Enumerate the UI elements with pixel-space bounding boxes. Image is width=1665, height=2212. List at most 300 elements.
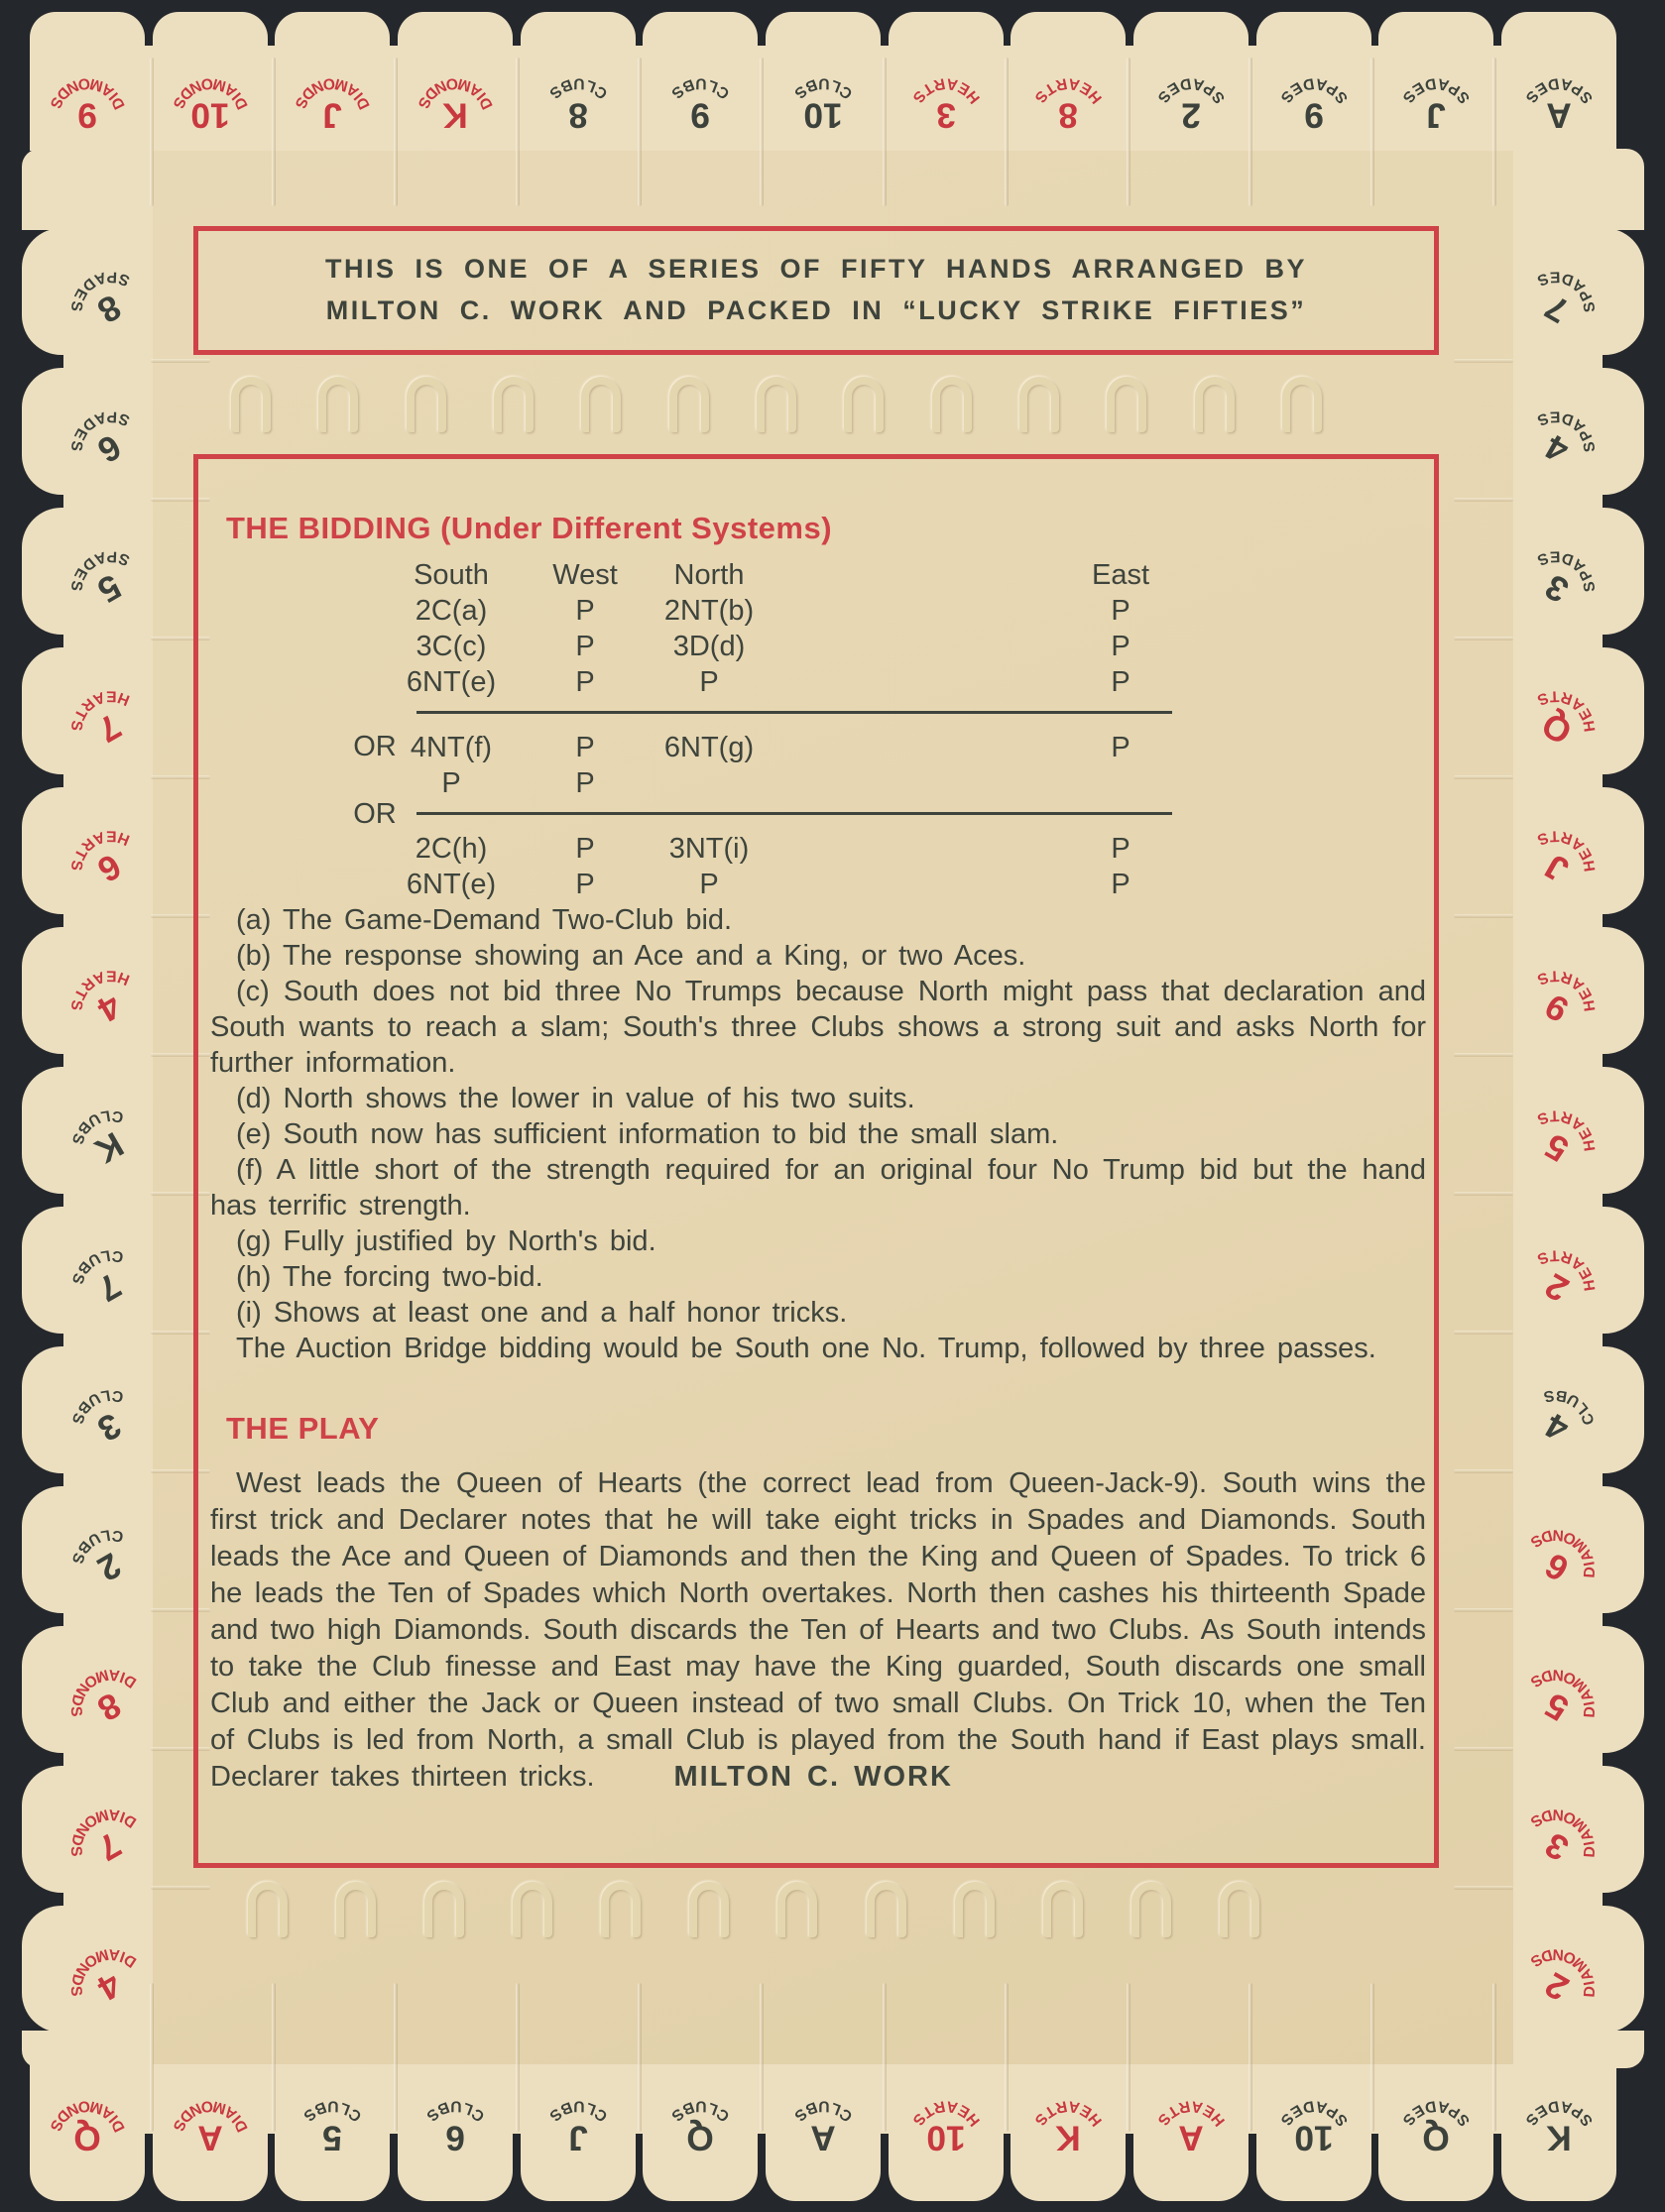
bidding-note: (b) The response showing an Ace and a King, or two Aces. (236, 940, 1026, 972)
bidding-divider-rule (416, 812, 1172, 815)
svg-text:7: 7 (90, 706, 128, 750)
svg-text:Q: Q (1422, 2118, 1450, 2157)
emboss-slit (272, 1983, 276, 2132)
svg-text:4: 4 (90, 1964, 128, 2008)
svg-text:5: 5 (1538, 1125, 1576, 1169)
emboss-slit (151, 1886, 210, 1890)
tab-label (29, 640, 170, 781)
emboss-horseshoe (1019, 377, 1059, 432)
bidding-call: 4NT(f) (410, 732, 493, 763)
tab-label (1496, 1759, 1637, 1900)
series-header-line2: MILTON C. WORK AND PACKED IN “LUCKY STRIKE FIFTIES” (325, 295, 1307, 325)
svg-text:3: 3 (1538, 566, 1576, 610)
tab-label (1496, 780, 1637, 921)
svg-text:CLUBS: CLUBS (67, 1246, 125, 1288)
bidding-note: (g) Fully justified by North's bid. (236, 1225, 656, 1257)
play-text: West leads the Queen of Hearts (the correct lead from Queen-Jack-9). South wins the first trick and Declarer notes that he will take eight tricks in Spades and Diamonds. South leads the Ace and Queen of Diamonds and then the King and Queen of Spades. To trick 6 he leads the Ten of Spades which North overtakes. North then cashes his thirteenth Spade and two high Diamonds. South discards the Ten of Hearts and two Clubs. As South intends to take the Club finesse and East may have the King guarded, South discards one small Club and either the Jack or Queen instead of two small Clubs. On Trick 10, when the Ten of Clubs is led from North, a small Club is played from the South hand if East plays small. Declarer takes thirteen tricks. (210, 1467, 1426, 1793)
svg-text:5: 5 (1538, 1685, 1576, 1728)
bidding-call: P (575, 666, 595, 698)
bidding-note: (d) North shows the lower in value of his two suits. (236, 1083, 915, 1114)
emboss-slit (1454, 637, 1513, 640)
svg-text:2: 2 (90, 1545, 128, 1588)
card-tab-5-spades (22, 508, 151, 635)
svg-text:10: 10 (189, 95, 230, 135)
bidding-note: (a) The Game-Demand Two-Club bid. (236, 904, 733, 936)
tab-label (772, 44, 875, 147)
emboss-horseshoe (1282, 377, 1322, 432)
card-tabs-bottom (30, 2064, 1616, 2201)
svg-text:SPADES: SPADES (1520, 2097, 1597, 2130)
play-body (210, 1465, 1426, 1796)
tab-label (29, 920, 170, 1061)
emboss-slit (151, 359, 210, 363)
card-tab-a-diamonds (153, 2064, 268, 2201)
svg-text:3: 3 (1538, 1824, 1576, 1868)
emboss-slit (1492, 58, 1496, 206)
svg-text:SPADES: SPADES (66, 268, 133, 314)
svg-text:K: K (1055, 2118, 1082, 2157)
svg-text:SPADES: SPADES (66, 547, 133, 594)
card-tab-a-hearts (1133, 2064, 1249, 2201)
emboss-row-top (231, 377, 1322, 432)
emboss-slit (272, 58, 276, 206)
tab-label (527, 2066, 630, 2169)
svg-text:CLUBS: CLUBS (1541, 1386, 1599, 1428)
bidding-call: 2C(h) (415, 833, 488, 865)
svg-text:9: 9 (77, 95, 97, 135)
emboss-slit (1454, 1747, 1513, 1751)
svg-text:SPADES: SPADES (1533, 547, 1600, 594)
bidding-call: 2C(a) (415, 595, 488, 627)
svg-text:9: 9 (1303, 95, 1324, 135)
bidding-column-header: West (552, 559, 618, 591)
svg-text:A: A (810, 2118, 836, 2157)
card-tab-4-clubs (1515, 1346, 1644, 1473)
bidding-call: P (1111, 631, 1130, 662)
svg-text:CLUBS: CLUBS (67, 1386, 125, 1428)
tab-label (29, 1759, 170, 1900)
emboss-slit (394, 58, 398, 206)
bidding-call: P (699, 666, 719, 698)
svg-text:10: 10 (925, 2118, 966, 2157)
emboss-slit (1454, 1331, 1513, 1335)
card-tabs-left (22, 228, 151, 2033)
card-tab-k-spades (1501, 2064, 1616, 2201)
svg-text:HEARTS: HEARTS (1030, 74, 1107, 107)
tab-label (404, 2066, 507, 2169)
svg-text:J: J (567, 2118, 588, 2157)
emboss-horseshoe (867, 1882, 906, 1937)
bidding-table (198, 558, 1433, 907)
bidding-call: P (1111, 869, 1130, 900)
bidding-call: P (441, 767, 461, 799)
tab-label (29, 1899, 170, 2039)
svg-text:J: J (322, 95, 343, 135)
emboss-horseshoe (669, 377, 709, 432)
emboss-slit (1370, 1983, 1374, 2132)
card-tab-j-diamonds (275, 12, 390, 149)
card-tab-6-diamonds (1515, 1486, 1644, 1613)
svg-text:Q: Q (686, 2118, 715, 2157)
emboss-horseshoe (844, 377, 884, 432)
svg-text:5: 5 (90, 566, 128, 610)
svg-text:CLUBS: CLUBS (667, 2097, 734, 2126)
svg-text:2: 2 (1181, 95, 1201, 135)
svg-text:DIAMONDS: DIAMONDS (414, 74, 497, 112)
svg-text:HEARTS: HEARTS (1030, 2097, 1107, 2130)
tab-label (894, 2066, 998, 2169)
tab-label (1496, 221, 1637, 362)
card-tab-k-hearts (1011, 2064, 1126, 2201)
card-tab-a-spades (1501, 12, 1616, 149)
tab-label (1384, 44, 1487, 147)
emboss-horseshoe (1107, 377, 1146, 432)
card-tab-10-clubs (766, 12, 881, 149)
bidding-note: (c) South does not bid three No Trumps because North might pass that declaration and South wants to reach a slam; South's three Clubs shows a strong suit and asks North for further information. (210, 976, 1426, 1079)
emboss-slit (1492, 1983, 1496, 2132)
tab-label (1016, 44, 1120, 147)
svg-text:6: 6 (1538, 1545, 1576, 1588)
tab-label (29, 1479, 170, 1620)
emboss-horseshoe (777, 1882, 817, 1937)
card-tab-10-diamonds (153, 12, 268, 149)
card-tab-9-hearts (1515, 927, 1644, 1054)
svg-text:Q: Q (1535, 704, 1579, 752)
svg-text:A: A (196, 2118, 223, 2157)
corner-filler-bottom-left (22, 2031, 151, 2068)
svg-text:K: K (442, 95, 468, 135)
card-tab-3-diamonds (1515, 1766, 1644, 1893)
tab-label (1496, 361, 1637, 502)
tab-label (772, 2066, 875, 2169)
emboss-horseshoe (757, 377, 796, 432)
card-tabs-right (1515, 228, 1644, 2033)
card-tab-a-clubs (766, 2064, 881, 2201)
svg-text:A: A (1178, 2118, 1204, 2157)
emboss-slit (1454, 498, 1513, 502)
svg-text:4: 4 (1538, 1405, 1576, 1449)
svg-text:SPADES: SPADES (1152, 74, 1229, 107)
card-tab-9-diamonds (30, 12, 145, 149)
tab-label (36, 44, 139, 147)
svg-text:8: 8 (1058, 95, 1079, 135)
emboss-slit (1454, 1192, 1513, 1196)
bidding-call: P (575, 767, 595, 799)
svg-text:DIAMONDS: DIAMONDS (1526, 1805, 1600, 1859)
card-tab-10-hearts (889, 2064, 1004, 2201)
emboss-horseshoe (689, 1882, 729, 1937)
emboss-horseshoe (581, 377, 621, 432)
bidding-call: P (1111, 732, 1130, 763)
svg-text:CLUBS: CLUBS (421, 2097, 489, 2126)
tab-label (1507, 44, 1610, 147)
series-header-box (193, 226, 1439, 355)
svg-text:5: 5 (322, 2118, 343, 2157)
svg-text:10: 10 (1293, 2118, 1334, 2157)
svg-text:DIAMONDS: DIAMONDS (1526, 1945, 1600, 1999)
tab-label (1496, 1200, 1637, 1340)
bidding-call: P (575, 595, 595, 627)
card-tab-q-spades (1378, 2064, 1493, 2201)
tab-label (29, 361, 170, 502)
emboss-horseshoe (1131, 1882, 1171, 1937)
bidding-call: P (575, 833, 595, 865)
svg-text:K: K (1546, 2118, 1572, 2157)
svg-text:2: 2 (1538, 1265, 1576, 1309)
emboss-horseshoe (1195, 377, 1235, 432)
svg-text:3: 3 (935, 95, 956, 135)
card-tab-j-clubs (521, 2064, 636, 2201)
svg-text:CLUBS: CLUBS (789, 2097, 857, 2126)
tab-label (1496, 920, 1637, 1061)
emboss-horseshoe (513, 1882, 552, 1937)
card-tab-6-hearts (22, 787, 151, 914)
card-tab-2-hearts (1515, 1207, 1644, 1334)
tab-label (894, 44, 998, 147)
tab-label (29, 780, 170, 921)
emboss-slit (394, 1983, 398, 2132)
svg-text:DIAMONDS: DIAMONDS (46, 2097, 129, 2135)
svg-text:HEARTS: HEARTS (66, 967, 133, 1013)
card-tab-7-clubs (22, 1207, 151, 1334)
tab-label (649, 44, 752, 147)
tab-label (159, 44, 262, 147)
svg-text:HEARTS: HEARTS (1533, 967, 1600, 1013)
emboss-slit (1127, 58, 1130, 206)
card-tab-3-hearts (889, 12, 1004, 149)
tab-label (1139, 44, 1243, 147)
tab-label (1496, 1060, 1637, 1201)
svg-text:SPADES: SPADES (66, 407, 133, 454)
svg-text:3: 3 (90, 1405, 128, 1449)
main-content-box (193, 454, 1439, 1868)
tab-label (1139, 2066, 1243, 2169)
svg-text:2: 2 (1538, 1964, 1576, 2008)
svg-text:CLUBS: CLUBS (544, 74, 611, 103)
emboss-slit (1454, 914, 1513, 918)
bidding-call: 3D(d) (672, 631, 746, 662)
svg-text:9: 9 (690, 95, 711, 135)
bidding-call: P (575, 732, 595, 763)
tab-label (1507, 2066, 1610, 2169)
bidding-call: 6NT(g) (663, 732, 755, 763)
svg-text:CLUBS: CLUBS (67, 1106, 125, 1148)
card-tab-10-spades (1256, 2064, 1371, 2201)
card-tab-5-diamonds (1515, 1626, 1644, 1753)
card-tab-7-spades (1515, 228, 1644, 355)
emboss-horseshoe (336, 1882, 376, 1937)
emboss-slit (1370, 58, 1374, 206)
card-tab-7-hearts (22, 647, 151, 774)
corner-filler-top-left (22, 149, 151, 230)
svg-text:CLUBS: CLUBS (789, 74, 857, 103)
svg-text:7: 7 (90, 1824, 128, 1868)
svg-text:SPADES: SPADES (1398, 74, 1475, 107)
svg-text:4: 4 (1538, 426, 1576, 470)
emboss-horseshoe (318, 377, 358, 432)
bidding-note: (i) Shows at least one and a half honor tricks. (236, 1297, 848, 1329)
emboss-horseshoe (494, 377, 534, 432)
svg-text:CLUBS: CLUBS (299, 2097, 366, 2126)
svg-text:4: 4 (90, 986, 128, 1029)
card-tab-3-spades (1515, 508, 1644, 635)
emboss-slit (1454, 775, 1513, 779)
tab-label (1496, 640, 1637, 781)
svg-text:HEARTS: HEARTS (1152, 2097, 1229, 2130)
emboss-slit (883, 1983, 887, 2132)
emboss-slit (760, 1983, 764, 2132)
svg-text:CLUBS: CLUBS (67, 1526, 125, 1568)
emboss-horseshoe (248, 1882, 288, 1937)
emboss-slit (638, 58, 642, 206)
bidding-call: 2NT(b) (663, 595, 755, 627)
svg-text:CLUBS: CLUBS (544, 2097, 611, 2126)
svg-text:A: A (1546, 95, 1572, 135)
tab-label (36, 2066, 139, 2169)
svg-text:Q: Q (73, 2118, 101, 2157)
emboss-horseshoe (424, 1882, 464, 1937)
bidding-call: 6NT(e) (406, 869, 497, 900)
card-tab-9-clubs (643, 12, 758, 149)
emboss-slit (150, 58, 154, 206)
tab-label (1016, 2066, 1120, 2169)
emboss-slit (1454, 1886, 1513, 1890)
svg-text:HEARTS: HEARTS (1533, 687, 1600, 734)
bidding-call: P (699, 869, 719, 900)
card-tab-5-hearts (1515, 1067, 1644, 1194)
card-tab-q-clubs (643, 2064, 758, 2201)
emboss-slit (883, 58, 887, 206)
tab-label (281, 2066, 384, 2169)
svg-text:8: 8 (567, 95, 588, 135)
emboss-slit (1005, 58, 1009, 206)
tab-label (29, 1200, 170, 1340)
bidding-column-header: South (414, 559, 489, 591)
emboss-slit (1005, 1983, 1009, 2132)
svg-text:DIAMONDS: DIAMONDS (1526, 1666, 1600, 1719)
tab-label (1496, 501, 1637, 641)
tab-label (649, 2066, 752, 2169)
svg-text:10: 10 (803, 95, 843, 135)
tab-label (1262, 2066, 1366, 2169)
card-tab-4-diamonds (22, 1906, 151, 2033)
card-tab-4-spades (1515, 368, 1644, 495)
emboss-horseshoe (932, 377, 972, 432)
bidding-notes (210, 902, 1426, 1366)
svg-text:DIAMONDS: DIAMONDS (168, 2097, 252, 2135)
emboss-slit (1454, 1469, 1513, 1473)
svg-text:HEARTS: HEARTS (907, 74, 984, 107)
svg-text:SPADES: SPADES (1533, 268, 1600, 314)
bidding-divider-rule (416, 711, 1172, 714)
bidding-or-label: OR (353, 798, 397, 830)
svg-text:DIAMONDS: DIAMONDS (168, 74, 252, 112)
tab-label (527, 44, 630, 147)
svg-text:SPADES: SPADES (1398, 2097, 1475, 2130)
emboss-horseshoe (1220, 1882, 1259, 1937)
bidding-call: P (1111, 595, 1130, 627)
svg-text:HEARTS: HEARTS (1533, 827, 1600, 873)
svg-text:DIAMONDS: DIAMONDS (66, 1945, 140, 1999)
emboss-slit (1127, 1983, 1130, 2132)
emboss-slit (516, 1983, 520, 2132)
tab-label (1496, 1899, 1637, 2039)
card-tab-7-diamonds (22, 1766, 151, 1893)
corner-filler-top-right (1515, 149, 1644, 230)
svg-text:HEARTS: HEARTS (66, 827, 133, 873)
emboss-horseshoe (601, 1882, 641, 1937)
bidding-column-header: East (1091, 559, 1150, 591)
svg-text:DIAMONDS: DIAMONDS (46, 74, 129, 112)
bidding-call: 3NT(i) (668, 833, 750, 865)
bidding-call: 6NT(e) (406, 666, 497, 698)
emboss-horseshoe (407, 377, 446, 432)
tab-label (29, 1339, 170, 1480)
play-title: THE PLAY (226, 1411, 380, 1446)
card-tab-k-clubs (22, 1067, 151, 1194)
bidding-call: 3C(c) (416, 631, 487, 662)
emboss-slit (1454, 359, 1513, 363)
tab-label (1496, 1479, 1637, 1620)
card-tab-q-hearts (1515, 647, 1644, 774)
card-tab-8-clubs (521, 12, 636, 149)
svg-text:J: J (1538, 846, 1576, 889)
svg-text:DIAMONDS: DIAMONDS (1526, 1526, 1600, 1579)
bidding-title: THE BIDDING (Under Different Systems) (226, 511, 833, 545)
card-tab-6-clubs (398, 2064, 513, 2201)
svg-text:K: K (88, 1123, 130, 1171)
emboss-slit (1454, 1053, 1513, 1057)
emboss-horseshoe (231, 377, 271, 432)
card-tab-8-diamonds (22, 1626, 151, 1753)
card-tab-8-hearts (1011, 12, 1126, 149)
tab-label (1384, 2066, 1487, 2169)
card-tab-q-diamonds (30, 2064, 145, 2201)
card-tab-2-diamonds (1515, 1906, 1644, 2033)
card-tab-j-spades (1378, 12, 1493, 149)
svg-text:6: 6 (90, 426, 128, 470)
series-header-line1: THIS IS ONE OF A SERIES OF FIFTY HANDS ARRANGED BY (324, 254, 1308, 284)
card-tab-6-spades (22, 368, 151, 495)
svg-text:8: 8 (90, 287, 128, 330)
card-tab-9-spades (1256, 12, 1371, 149)
emboss-horseshoe (1043, 1882, 1083, 1937)
bidding-call: P (575, 631, 595, 662)
bidding-call: P (575, 869, 595, 900)
svg-text:6: 6 (445, 2118, 465, 2157)
bidding-call: P (1111, 666, 1130, 698)
svg-text:HEARTS: HEARTS (66, 687, 133, 734)
tab-label (29, 221, 170, 362)
card-tab-5-clubs (275, 2064, 390, 2201)
svg-text:SPADES: SPADES (1520, 74, 1597, 107)
emboss-slit (1454, 1608, 1513, 1612)
tab-label (404, 44, 507, 147)
svg-text:J: J (1426, 95, 1447, 135)
card-tab-8-spades (22, 228, 151, 355)
svg-text:HEARTS: HEARTS (907, 2097, 984, 2130)
bidding-note: The Auction Bridge bidding would be South one No. Trump, followed by three passes. (236, 1333, 1376, 1364)
tab-label (1496, 1619, 1637, 1760)
svg-text:7: 7 (90, 1265, 128, 1309)
card-tab-k-diamonds (398, 12, 513, 149)
svg-text:DIAMONDS: DIAMONDS (66, 1805, 140, 1859)
svg-text:6: 6 (90, 846, 128, 889)
emboss-slit (760, 58, 764, 206)
play-signature: MILTON C. WORK (673, 1761, 953, 1793)
svg-text:HEARTS: HEARTS (1533, 1246, 1600, 1293)
card-tab-3-clubs (22, 1346, 151, 1473)
